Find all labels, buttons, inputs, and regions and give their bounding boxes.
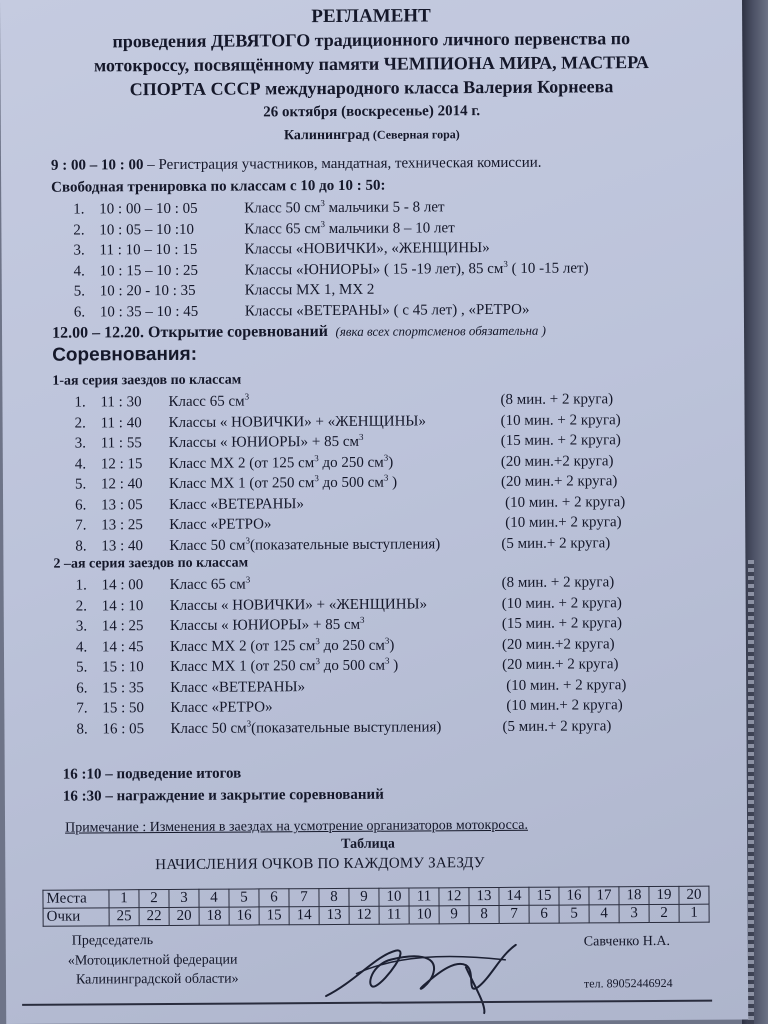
doc-title: РЕГЛАМЕНТ (311, 5, 431, 28)
series1-row-class (169, 496, 304, 514)
practice-item-time (100, 283, 196, 301)
series2-row-number (76, 721, 87, 738)
place-cell: 11 (409, 888, 439, 906)
series1-row-index: 7. (75, 517, 87, 534)
place-cell: 20 (679, 886, 709, 904)
series1-time-text: 11 : 55 (100, 435, 142, 452)
cube-superscript: 3 (314, 473, 319, 484)
practice-item-number (74, 263, 85, 280)
series1-row-number (75, 476, 86, 493)
series1-row-index: 2. (74, 414, 86, 432)
series2-title: 2 –ая серия заездов по классам (53, 555, 249, 572)
practice-item-number (73, 201, 84, 218)
points-cell: 2 (649, 904, 679, 922)
practice-time-text: 10 : 00 – 10 : 05 (99, 200, 198, 218)
series2-row-time (102, 577, 144, 594)
series1-duration-text: (15 мин. + 2 круга) (500, 432, 621, 449)
practice-class-text: Классы МХ 1, МХ 2 (244, 281, 375, 299)
points-table (42, 886, 709, 927)
place-cell: 7 (289, 889, 319, 907)
series1-row-index: 1. (74, 394, 86, 411)
series1-row-duration (501, 412, 621, 430)
chair-org-line-1: «Мотоциклетной федерации (67, 952, 238, 969)
practice-class-extra: ( 10 -15 лет) (507, 259, 589, 277)
series1-row-duration (505, 514, 622, 532)
series2-class-text: Класс 65 см (169, 576, 246, 593)
series1-row-number (75, 497, 86, 514)
practice-item-class (245, 260, 589, 279)
series1-row-time (101, 517, 143, 534)
points-cell: 13 (319, 906, 349, 924)
cube-superscript: 3 (315, 656, 320, 667)
series1-row-time (101, 538, 143, 555)
series1-row-class (169, 413, 427, 432)
cube-superscript: 3 (320, 198, 325, 209)
series1-row-index: 8. (75, 537, 87, 555)
practice-item-time (99, 242, 197, 260)
event-place: Калининград (Северная гора) (283, 127, 460, 144)
points-row (43, 904, 709, 926)
practice-item-number (73, 222, 84, 239)
series1-row-index: 4. (74, 455, 87, 473)
points-cell: 14 (289, 907, 319, 925)
series2-row-number (76, 700, 87, 717)
cube-superscript: 3 (384, 655, 390, 666)
cube-superscript: 3 (360, 614, 365, 625)
series1-class-text: Класс «ВЕТЕРАНЫ» (169, 495, 305, 513)
cube-superscript: 3 (245, 534, 250, 546)
points-cell: 20 (169, 907, 199, 925)
place-cell: 3 (169, 889, 199, 907)
series2-class-text: Класс «ВЕТЕРАНЫ» (170, 678, 306, 696)
series1-time-text: 12 : 15 (100, 455, 143, 472)
series2-row-duration (502, 615, 622, 633)
series2-row-time (102, 700, 144, 717)
series2-row-duration (506, 677, 626, 695)
practice-title: Свободная тренировка по классам с 10 до 10 : 50: (51, 177, 386, 196)
series2-row-class (169, 614, 365, 635)
practice-item-index: 6. (73, 303, 86, 321)
series2-row-duration (502, 574, 615, 592)
series1-class-text: Класс МХ 2 (от 125 см (168, 454, 315, 472)
series1-duration-text: (10 мин. + 2 круга) (505, 493, 626, 511)
points-cell: 10 (409, 906, 439, 924)
practice-item-class (244, 240, 489, 258)
series1-row-duration (505, 494, 625, 512)
series1-class-end: ) (388, 474, 398, 491)
series2-row-index: 8. (76, 720, 88, 738)
series2-row-duration (502, 636, 615, 654)
practice-time-text: 10 : 15 – 10 : 25 (99, 262, 199, 279)
series1-row-class (169, 536, 440, 555)
series1-row-index: 3. (74, 435, 87, 452)
place-cell: 4 (199, 889, 229, 907)
practice-class-text: Классы «НОВИЧКИ», «ЖЕНЩИНЫ» (244, 240, 490, 258)
series2-row-duration (502, 718, 611, 736)
series1-time-text: 11 : 30 (100, 394, 142, 411)
practice-item-time (100, 262, 198, 280)
doc-subtitle-3: СПОРТА СССР международного класса Валерия Корнеева (129, 76, 614, 100)
registration-line: 9 : 00 – 10 : 00 – Регистрация участников, мандатная, техническая комиссии. (50, 154, 542, 174)
place-cell: 13 (469, 887, 499, 905)
points-cell: 5 (559, 905, 589, 923)
points-cell: 4 (589, 905, 619, 923)
practice-item-index: 5. (73, 283, 86, 300)
place-cell: 19 (649, 886, 679, 904)
series2-row-number (76, 659, 87, 676)
series2-row-number (76, 577, 87, 594)
place-cell: 12 (439, 888, 469, 906)
series2-row-index: 5. (76, 659, 88, 676)
cube-superscript: 3 (315, 635, 320, 646)
practice-class-extra: мальчики 5 - 8 лет (324, 199, 445, 217)
table-caption: Таблица (341, 836, 395, 852)
series1-class-text: Классы « НОВИЧКИ» + «ЖЕНЩИНЫ» (168, 412, 427, 431)
series1-time-text: 11 : 40 (100, 414, 142, 431)
series2-duration-text: (15 мин. + 2 круга) (501, 615, 623, 632)
practice-item-index: 4. (73, 262, 85, 280)
cube-superscript: 3 (320, 218, 326, 229)
series2-row-class (170, 679, 305, 697)
series1-class-text: Класс МХ 1 (от 250 см (168, 475, 315, 492)
series2-time-text: 14 : 25 (101, 618, 144, 635)
series1-row-duration (501, 473, 618, 491)
series2-row-index: 6. (76, 679, 88, 697)
series2-row-number (76, 680, 87, 697)
series1-row-duration (501, 535, 610, 553)
points-cell: 12 (349, 906, 379, 924)
cube-superscript: 3 (245, 574, 251, 585)
series2-time-text: 15 : 10 (102, 659, 144, 676)
cube-superscript: 3 (358, 431, 364, 442)
series2-row-number (76, 598, 87, 615)
practice-item-number (74, 304, 85, 321)
place-cell: 16 (559, 887, 589, 905)
series1-row-time (101, 435, 142, 452)
series1-row-class (168, 393, 249, 410)
place-cell: 9 (349, 888, 379, 906)
points-cell: 7 (499, 905, 529, 923)
series2-row-class (170, 576, 251, 593)
series1-time-text: 13 : 25 (101, 517, 143, 534)
series2-row-duration (506, 697, 623, 715)
points-cell: 9 (439, 906, 469, 924)
practice-item-time (99, 221, 194, 239)
chair-title: Председатель (71, 933, 154, 949)
series1-row-index: 6. (75, 496, 87, 514)
practice-item-time (100, 303, 198, 321)
series2-time-text: 14 : 10 (101, 597, 144, 614)
cube-superscript: 3 (503, 258, 508, 269)
series1-class-text: Класс 65 см (168, 393, 245, 410)
series1-row-time (100, 394, 141, 411)
practice-item-index: 3. (73, 242, 85, 259)
series2-row-index: 4. (75, 638, 88, 656)
series2-row-class (170, 596, 428, 615)
cube-superscript: 3 (244, 391, 250, 402)
series1-row-time (101, 476, 143, 493)
points-cell: 6 (529, 905, 559, 923)
series2-class-end: ) (389, 657, 399, 674)
series1-row-number (75, 456, 86, 473)
event-date: 26 октября (воскресенье) 2014 г. (263, 103, 481, 121)
series2-class-text: Класс МХ 2 (от 125 см (169, 637, 316, 655)
series2-time-text: 15 : 35 (102, 679, 144, 696)
place-cell: 6 (259, 889, 289, 907)
practice-class-text: Классы «ЮНИОРЫ» ( 15 -19 лет), 85 см (244, 260, 504, 279)
points-cell: 8 (469, 905, 499, 923)
series2-duration-text: (20 мин.+ 2 круга) (502, 656, 619, 673)
series1-row-class (168, 431, 364, 452)
practice-item-index: 1. (73, 201, 85, 218)
series2-class-text: Класс 50 см (170, 720, 247, 737)
series2-class-mid: до 500 см (319, 657, 386, 675)
practice-time-text: 11 : 10 – 10 : 15 (99, 241, 198, 259)
cube-superscript: 3 (314, 452, 319, 463)
series1-row-number (75, 415, 86, 432)
cube-superscript: 3 (384, 635, 390, 646)
points-cell: 18 (199, 907, 229, 925)
phone-number: тел. 89052446924 (583, 975, 673, 991)
series2-row-duration (502, 595, 622, 613)
series2-row-duration (502, 656, 619, 674)
place-cell: 10 (379, 888, 409, 906)
points-label: Очки (43, 908, 109, 926)
series1-duration-text: (20 мин.+ 2 круга) (500, 473, 618, 490)
series2-row-time (102, 618, 144, 635)
practice-item-class (244, 199, 444, 217)
binding-chain (748, 560, 754, 1024)
series1-row-number (75, 538, 86, 555)
series2-class-text: Класс «РЕТРО» (170, 699, 273, 716)
place-cell: 18 (619, 887, 649, 905)
series1-row-time (101, 456, 143, 473)
series1-duration-text: (20 мин.+2 круга) (500, 452, 614, 470)
series2-duration-text: (10 мин. + 2 круга) (501, 594, 622, 612)
series1-row-duration (501, 432, 621, 450)
series2-row-index: 2. (75, 597, 88, 615)
series2-class-text: Классы « ЮНИОРЫ» + 85 см (169, 616, 361, 634)
cube-superscript: 3 (246, 717, 252, 729)
series1-class-text: Класс «РЕТРО» (169, 516, 272, 533)
series1-class-mid: до 250 см (318, 454, 384, 471)
practice-class-text: Класс 50 см (244, 200, 321, 217)
series1-row-number (75, 517, 86, 534)
series1-row-time (101, 415, 142, 432)
doc-subtitle-2: мотокроссу, посвящённому памяти ЧЕМПИОНА МИРА, МАСТЕРА (93, 52, 649, 76)
signer-name: Савченко Н.А. (583, 933, 670, 950)
practice-class-text: Классы «ВЕТЕРАНЫ» ( с 45 лет) , «РЕТРО» (244, 301, 530, 320)
series2-row-class (170, 719, 441, 738)
series1-class-end: (показательные выступления) (249, 535, 441, 553)
practice-item-index: 2. (73, 221, 85, 239)
series2-duration-text: (10 мин. + 2 круга) (506, 676, 627, 694)
awards-line: 16 :30 – награждение и закрытие соревнований (62, 786, 384, 805)
points-cell: 3 (619, 905, 649, 923)
series2-row-class (170, 637, 395, 655)
series1-row-duration (500, 391, 613, 409)
series2-time-text: 14 : 45 (101, 638, 144, 655)
series2-row-class (170, 655, 399, 676)
practice-item-class (244, 220, 454, 238)
place-cell: 17 (589, 887, 619, 905)
series1-row-class (169, 516, 271, 534)
series2-row-time (102, 659, 144, 676)
series2-row-time (102, 598, 144, 615)
doc-subtitle-1: проведения ДЕВЯТОГО традиционного личного первенства по (112, 28, 631, 52)
series1-duration-text: (10 мин. + 2 круга) (500, 411, 621, 429)
chair-org-line-2: Калининградской области» (75, 971, 239, 988)
points-cell: 11 (379, 906, 409, 924)
series2-time-text: 16 : 05 (102, 720, 145, 737)
series1-row-index: 5. (74, 476, 87, 493)
series1-class-mid: до 500 см (318, 474, 384, 492)
series1-time-text: 12 : 40 (100, 476, 143, 493)
series1-row-number (75, 435, 86, 452)
points-cell: 25 (109, 908, 139, 926)
place-cell: 5 (229, 889, 259, 907)
series1-row-class (168, 472, 398, 493)
points-cell: 15 (259, 907, 289, 925)
places-label: Места (43, 890, 109, 908)
series2-row-index: 3. (75, 618, 88, 635)
series2-class-text: Классы « НОВИЧКИ» + «ЖЕНЩИНЫ» (169, 595, 428, 614)
series2-class-end: (показательные выступления) (251, 718, 442, 736)
competitions-title: Соревнования: (52, 343, 198, 366)
series2-row-index: 7. (76, 700, 88, 717)
practice-item-time (99, 201, 197, 219)
series1-title: 1-ая серия заездов по классам (52, 372, 242, 389)
series1-duration-text: (5 мин.+ 2 круга) (501, 534, 611, 552)
series2-row-time (102, 639, 144, 656)
series2-row-number (76, 618, 87, 635)
place-cell: 8 (319, 888, 349, 906)
series1-class-text: Класс 50 см (169, 537, 246, 554)
series1-row-time (101, 497, 143, 514)
place-cell: 2 (139, 889, 169, 907)
place-cell: 14 (499, 887, 529, 905)
series1-row-duration (501, 453, 614, 471)
place-cell: 1 (109, 890, 139, 908)
series2-duration-text: (8 мин. + 2 круга) (501, 574, 615, 591)
series1-time-text: 13 : 05 (101, 496, 143, 513)
series1-class-text: Классы « ЮНИОРЫ» + 85 см (168, 433, 360, 451)
series2-class-text: Класс МХ 1 (от 250 см (170, 658, 316, 675)
practice-class-extra: мальчики 8 – 10 лет (324, 219, 455, 237)
practice-item-number (73, 242, 84, 259)
practice-item-class (245, 301, 530, 320)
practice-item-class (245, 282, 375, 300)
series1-duration-text: (10 мин.+ 2 круга) (505, 514, 622, 531)
points-cell: 16 (229, 907, 259, 925)
practice-class-text: Класс 65 см (244, 220, 321, 238)
series2-row-number (76, 639, 87, 656)
series1-duration-text: (8 мин. + 2 круга) (500, 391, 614, 408)
practice-time-text: 10 : 20 - 10 : 35 (99, 282, 196, 300)
practice-item-number (74, 283, 85, 300)
series2-duration-text: (10 мин.+ 2 круга) (506, 697, 623, 714)
cube-superscript: 3 (383, 452, 389, 463)
series2-class-end: ) (389, 637, 395, 654)
series1-row-number (74, 394, 85, 411)
table-title: НАЧИСЛЕНИЯ ОЧКОВ ПО КАЖДОМУ ЗАЕЗДУ (155, 855, 485, 874)
series2-row-time (102, 680, 144, 697)
series2-row-class (170, 699, 272, 717)
points-cell: 22 (139, 907, 169, 925)
series1-time-text: 13 : 40 (101, 537, 144, 554)
series1-class-end: ) (388, 454, 394, 471)
place-cell: 15 (529, 887, 559, 905)
practice-time-text: 10 : 05 – 10 :10 (99, 221, 195, 238)
opening-line: 12.00 – 12.20. Открытие соревнований (явка всех спортсменов обязательна ) (51, 322, 547, 342)
series2-row-index: 1. (75, 577, 87, 594)
series2-duration-text: (5 мин.+ 2 круга) (502, 717, 612, 735)
series2-time-text: 15 : 50 (102, 700, 145, 717)
series2-duration-text: (20 мин.+2 круга) (501, 635, 615, 653)
series2-row-time (102, 721, 144, 738)
points-cell: 1 (679, 904, 709, 922)
note-line: Примечание : Изменения в заездах на усмотрение организаторов мотокросса. (65, 817, 529, 836)
series1-row-class (169, 454, 394, 472)
results-line: 16 :10 – подведение итогов (62, 765, 242, 783)
series2-class-mid: до 250 см (319, 637, 385, 654)
series2-time-text: 14 : 00 (101, 577, 144, 594)
cube-superscript: 3 (383, 472, 389, 483)
practice-time-text: 10 : 35 – 10 : 45 (99, 303, 199, 320)
